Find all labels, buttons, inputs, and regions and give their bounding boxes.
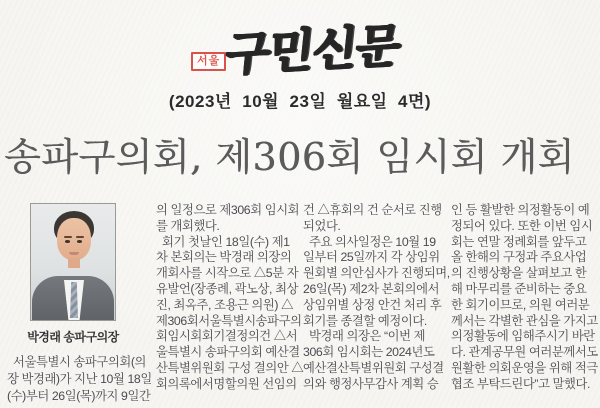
article-column-1: [7, 354, 153, 405]
portrait-tie: [70, 282, 78, 318]
article-line: 건 △휴회의 건 순서로 진행: [303, 203, 442, 217]
article-line: 원활한 의회운영을 위해 적극: [451, 360, 598, 375]
portrait-eyebrow-left: [64, 236, 72, 238]
article-line: 진, 최옥주, 조용근 의원) △: [156, 297, 294, 312]
article-line: 306회 임시회는 2024년도: [303, 345, 435, 360]
article-line: 의 진행상황을 살펴보고 한: [451, 266, 587, 281]
article-line: 인 등 활발한 의정활동이 예: [451, 203, 590, 217]
article-line: 되었다.: [303, 218, 341, 233]
article-line: 서울특별시 송파구의회(의: [7, 355, 147, 369]
portrait-mouth: [69, 252, 79, 255]
article-column-4: [451, 203, 598, 393]
article-line: 차 본회의는 박경래 의장의: [156, 250, 292, 265]
photo-caption: 박경래 송파구의장: [27, 330, 119, 344]
article-line: 올 한해의 구정과 주요사업: [451, 250, 587, 265]
article-line: 장 박경래)가 지난 10월 18일: [7, 372, 152, 386]
article-line: 의와 행정사무감사 계획 승: [303, 376, 439, 391]
article-line: 의 일정으로 제306회 임시회: [156, 203, 300, 217]
article-line: 회임시회회기결정의건 △서: [156, 329, 298, 344]
masthead: [0, 0, 600, 85]
portrait-eye-left: [65, 240, 70, 243]
article-line: 개회사를 시작으로 △5분 자: [156, 266, 299, 281]
article-line: 산특별위원회 구성 결의안 △: [156, 360, 304, 375]
article-line: 원회별 의안심사가 진행되며,: [303, 266, 450, 281]
article-line: 회기 첫날인 18일(수) 제1: [156, 234, 290, 249]
article-line: 정되어 있다. 또한 이번 임시: [451, 218, 593, 233]
portrait-eye-right: [77, 240, 82, 243]
article-column-2: [156, 203, 304, 393]
article-line: 주요 의사일정은 10월 19: [303, 234, 436, 249]
article-line: 예산결산특별위원회 구성결: [303, 360, 444, 375]
article-line: 해 마무리를 준비하는 중요: [451, 281, 587, 296]
newspaper-title: 구민신문: [222, 17, 402, 81]
portrait-neck: [68, 258, 80, 268]
article-headline: 송파구의회, 제306회 임시회 개회: [4, 135, 575, 179]
portrait-photo: [30, 203, 116, 321]
article-line: (수)부터 26일(목)까지 9일간: [7, 389, 151, 403]
portrait-eyebrow-right: [76, 236, 84, 238]
article-line: 를 개회했다.: [156, 218, 220, 233]
article-line: 유발언(장종례, 곽노상, 최상: [156, 281, 299, 296]
article-line: 회기를 종결할 예정이다.: [303, 313, 427, 328]
article-line: 일부터 25일까지 각 상임위: [303, 250, 440, 265]
article-line: 의정활동에 임해주시기 바란: [451, 329, 595, 344]
article-line: 다. 관계공무원 여러분께서도: [451, 345, 598, 360]
article-line: 한 회기이므로, 의원 여러분: [451, 297, 590, 312]
article-line: 울특별시 송파구의회 예산결: [156, 345, 300, 360]
dateline: (2023년 10월 23일 월요일 4면): [168, 92, 432, 111]
article-line: 26일(목) 제2차 본회의에서: [303, 281, 440, 296]
article-column-3: [303, 203, 450, 393]
article-line: 제306회서울특별시송파구의: [156, 313, 302, 328]
article-line: 협조 부탁드린다”고 말했다.: [451, 376, 591, 391]
article-line: 회는 연말 정례회를 앞두고: [451, 234, 587, 249]
article-line: 상임위별 상정 안건 처리 후: [303, 297, 442, 312]
region-badge: 서울: [191, 52, 226, 71]
article-line: 회의록에서명할의원 선임의: [156, 376, 297, 391]
article-line: 박경래 의장은 “이번 제: [303, 329, 426, 344]
article-line: 께서는 각별한 관심을 가지고: [451, 313, 598, 328]
